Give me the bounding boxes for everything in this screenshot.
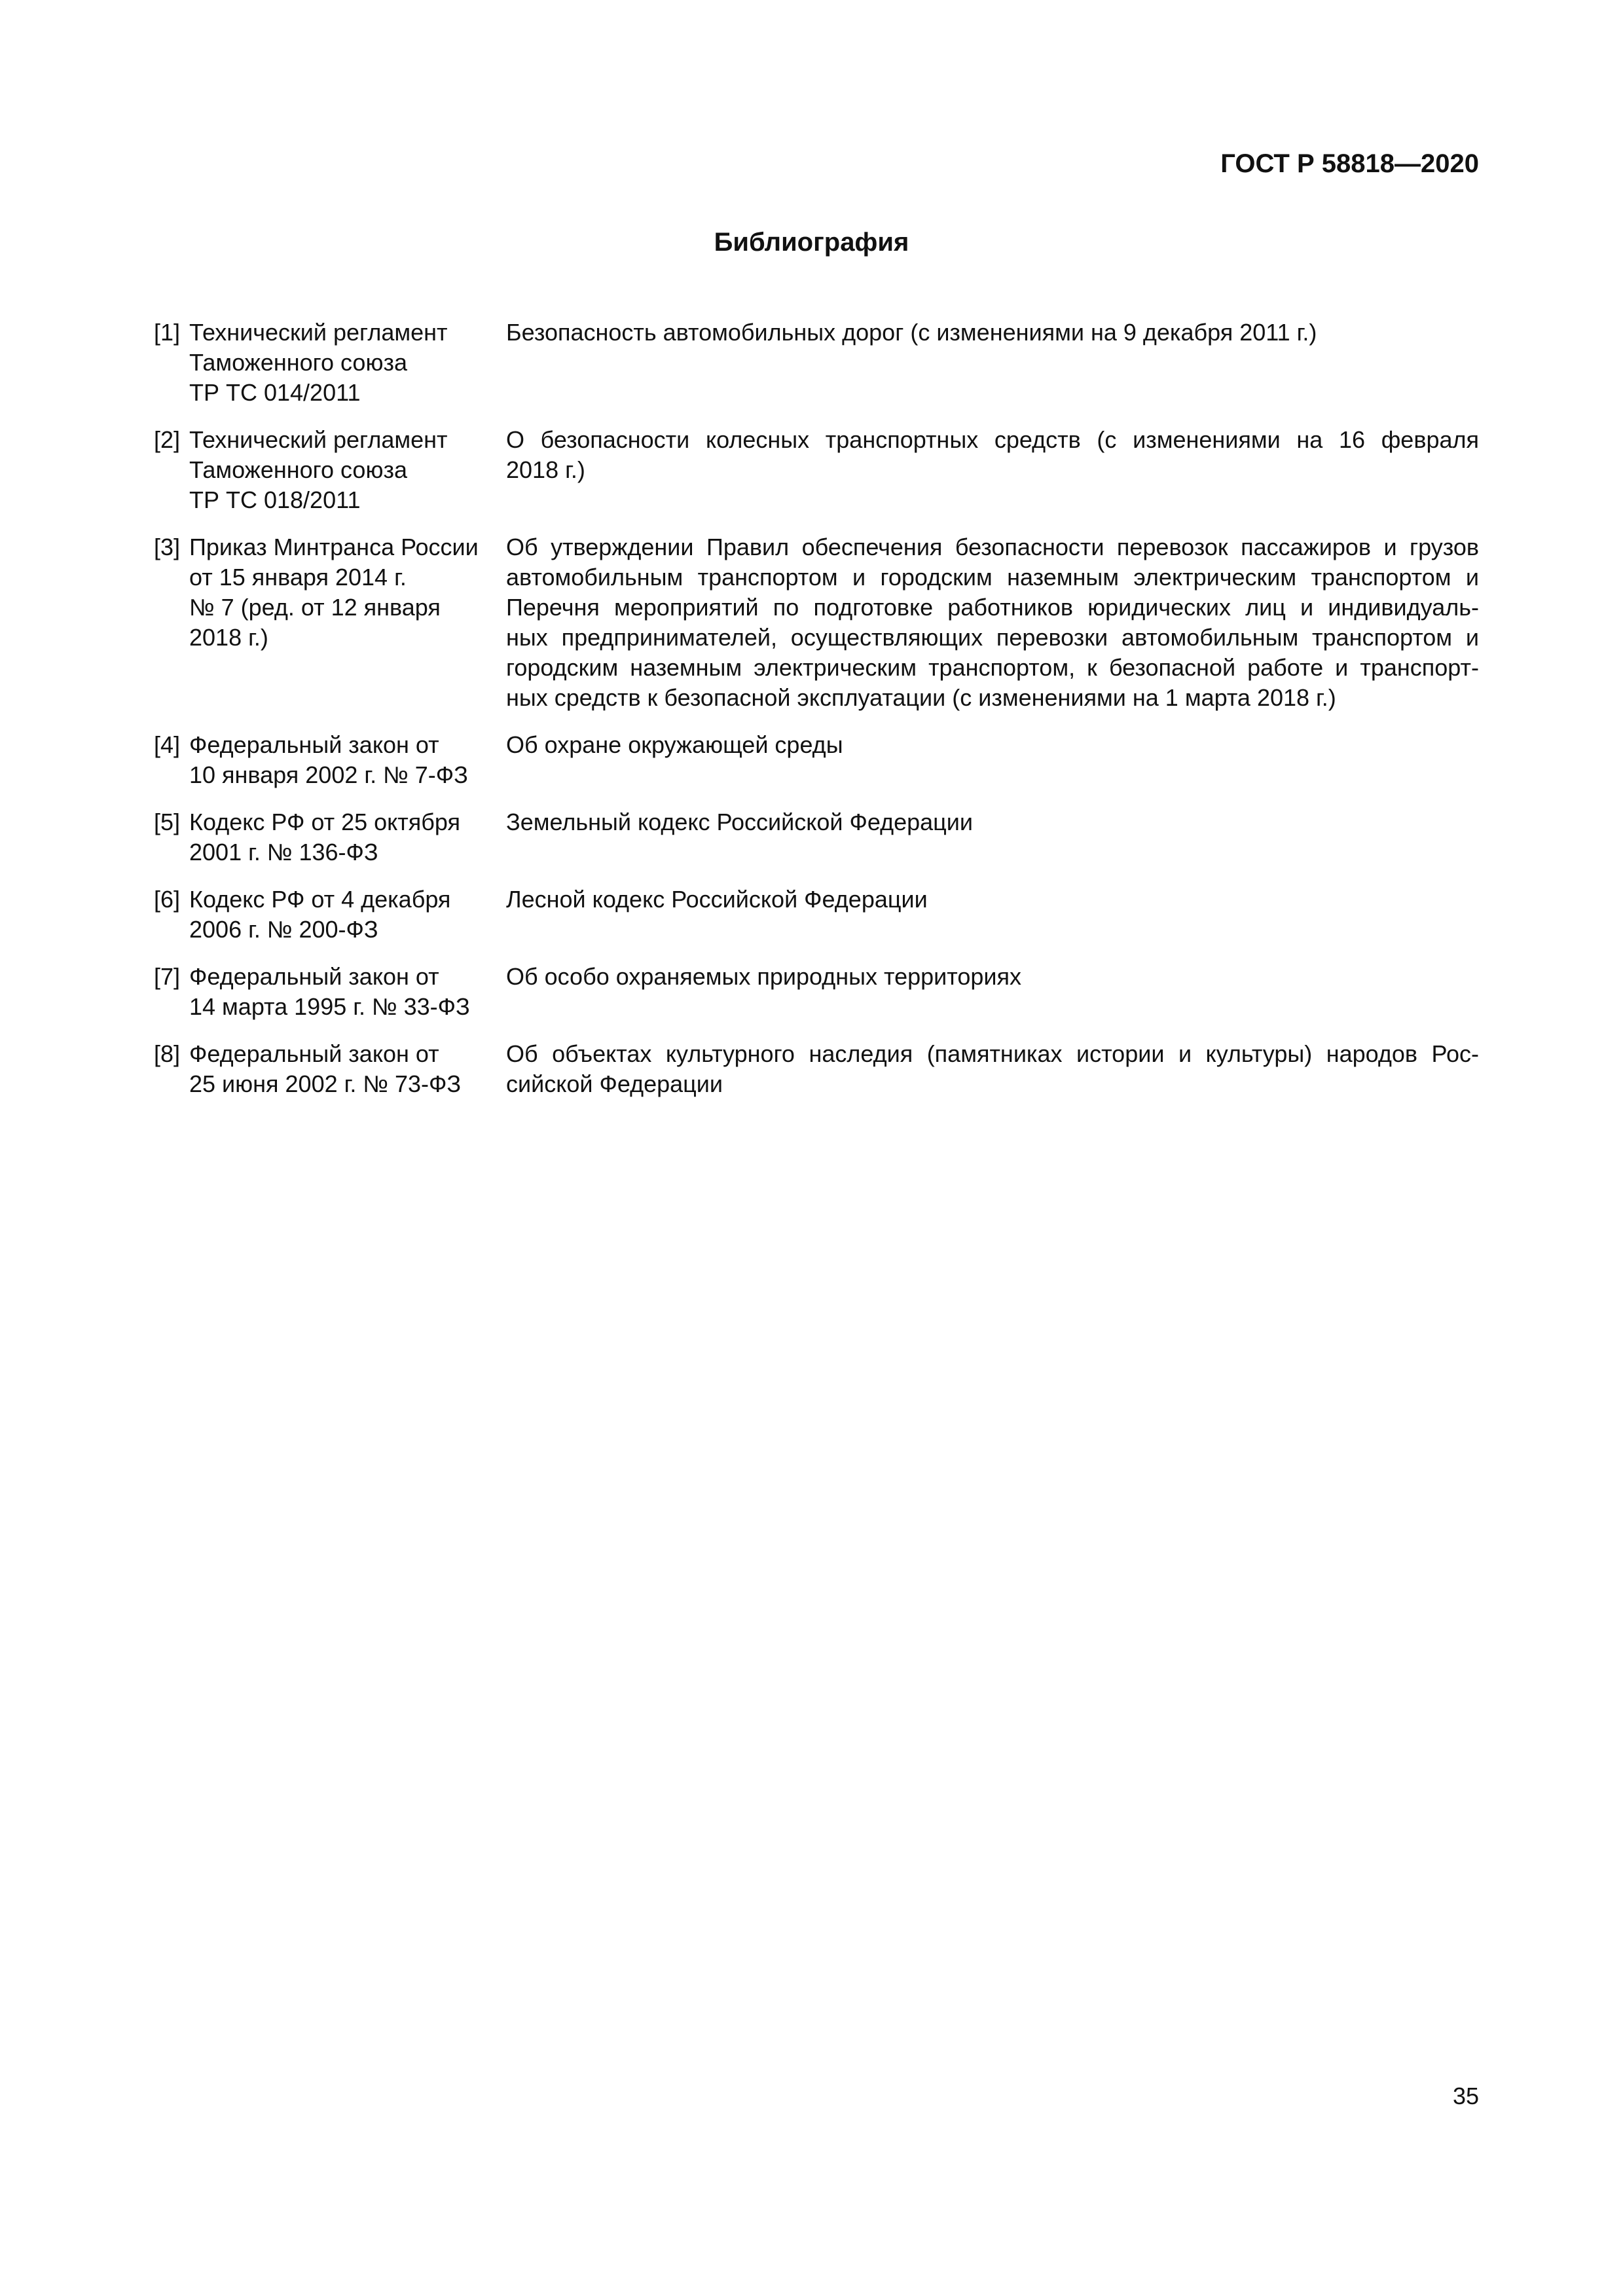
entry-description: [506, 884, 1479, 945]
entry-source: [189, 962, 506, 1022]
entry-source-line: № 7 (ред. от 12 января: [189, 594, 441, 621]
entry-source: [189, 1039, 506, 1099]
entry-source-line: ТР ТС 014/2011: [189, 379, 361, 406]
entry-source: [189, 318, 506, 408]
entry-description: [506, 730, 1479, 790]
entry-description-line: Об охране окружающей среды: [506, 731, 843, 758]
entry-source: [189, 807, 506, 867]
entry-source-line: Федеральный закон от: [189, 963, 439, 990]
entry-source-line: Таможенного союза: [189, 456, 407, 483]
entry-description-line: Лесной кодекс Российской Федерации: [506, 886, 928, 913]
bibliography-entry: [154, 318, 1479, 408]
page-number: 35: [1452, 2083, 1479, 2109]
bibliography-entry: [154, 807, 1479, 867]
entry-source-line: Таможенного союза: [189, 349, 407, 376]
entry-source-line: от 15 января 2014 г.: [189, 564, 407, 591]
entry-description: [506, 962, 1479, 1022]
bibliography-entry: [154, 962, 1479, 1022]
entry-description-line: Земельный кодекс Российской Федерации: [506, 809, 974, 835]
entry-number: [2]: [154, 426, 181, 453]
entry-number: [5]: [154, 809, 181, 835]
entry-source-line: Кодекс РФ от 4 декабря: [189, 886, 451, 913]
entry-description: [506, 807, 1479, 867]
entry-source: [189, 425, 506, 515]
entry-number: [6]: [154, 886, 181, 913]
entry-source-line: 10 января 2002 г. № 7-ФЗ: [189, 761, 468, 788]
entry-source-line: Федеральный закон от: [189, 1040, 439, 1067]
bibliography-entry: [154, 425, 1479, 515]
entry-description: [506, 1039, 1479, 1099]
entry-source-line: 2006 г. № 200-ФЗ: [189, 916, 378, 943]
bibliography-entry: [154, 730, 1479, 790]
bibliography-entry: [154, 532, 1479, 713]
entry-source-line: 2018 г.): [189, 624, 268, 651]
entry-description-line: 2018 г.): [506, 456, 585, 483]
bibliography-entry: [154, 884, 1479, 945]
entry-description-line: городским наземным электрическим транспортом, к безопасной работе и транспорт-: [506, 654, 1479, 681]
document-code: ГОСТ Р 58818—2020: [1220, 149, 1479, 178]
entry-source-line: Технический регламент: [189, 426, 448, 453]
entry-description-line: автомобильным транспортом и городским наземным электрическим транспортом и: [506, 564, 1479, 591]
bibliography-list: [154, 318, 1479, 1116]
entry-number: [8]: [154, 1040, 181, 1067]
entry-description-line: ных предпринимателей, осуществляющих перевозки автомобильным транспортом и: [506, 624, 1479, 651]
entry-source-line: 25 июня 2002 г. № 73-ФЗ: [189, 1070, 462, 1097]
entry-description: [506, 532, 1479, 713]
entry-description-line: Об утверждении Правил обеспечения безопасности перевозок пассажиров и грузов: [506, 534, 1479, 560]
entry-description-line: Безопасность автомобильных дорог (с изменениями на 9 декабря 2011 г.): [506, 319, 1317, 346]
entry-number: [3]: [154, 534, 181, 560]
entry-source-line: Федеральный закон от: [189, 731, 439, 758]
entry-source-line: Приказ Минтранса России: [189, 534, 479, 560]
bibliography-title: Библиография: [714, 228, 909, 257]
entry-number: [7]: [154, 963, 181, 990]
entry-description-line: ных средств к безопасной эксплуатации (с изменениями на 1 марта 2018 г.): [506, 684, 1336, 711]
entry-source-line: 2001 г. № 136-ФЗ: [189, 839, 378, 866]
entry-description-line: Перечня мероприятий по подготовке работников юридических лиц и индивидуаль-: [506, 594, 1479, 621]
entry-source-line: Технический регламент: [189, 319, 448, 346]
entry-source: [189, 532, 506, 713]
entry-description-line: сийской Федерации: [506, 1070, 723, 1097]
entry-source-line: 14 марта 1995 г. № 33-ФЗ: [189, 993, 470, 1020]
entry-description-line: Об объектах культурного наследия (памятниках истории и культуры) народов Рос-: [506, 1040, 1479, 1067]
entry-description-line: Об особо охраняемых природных территориях: [506, 963, 1022, 990]
entry-description: [506, 318, 1479, 408]
entry-source-line: Кодекс РФ от 25 октября: [189, 809, 461, 835]
entry-source: [189, 730, 506, 790]
entry-number: [1]: [154, 319, 181, 346]
entry-description: [506, 425, 1479, 515]
entry-source-line: ТР ТС 018/2011: [189, 486, 361, 513]
entry-number: [4]: [154, 731, 181, 758]
entry-source: [189, 884, 506, 945]
entry-description-line: О безопасности колесных транспортных средств (с изменениями на 16 февраля: [506, 426, 1479, 453]
bibliography-entry: [154, 1039, 1479, 1099]
